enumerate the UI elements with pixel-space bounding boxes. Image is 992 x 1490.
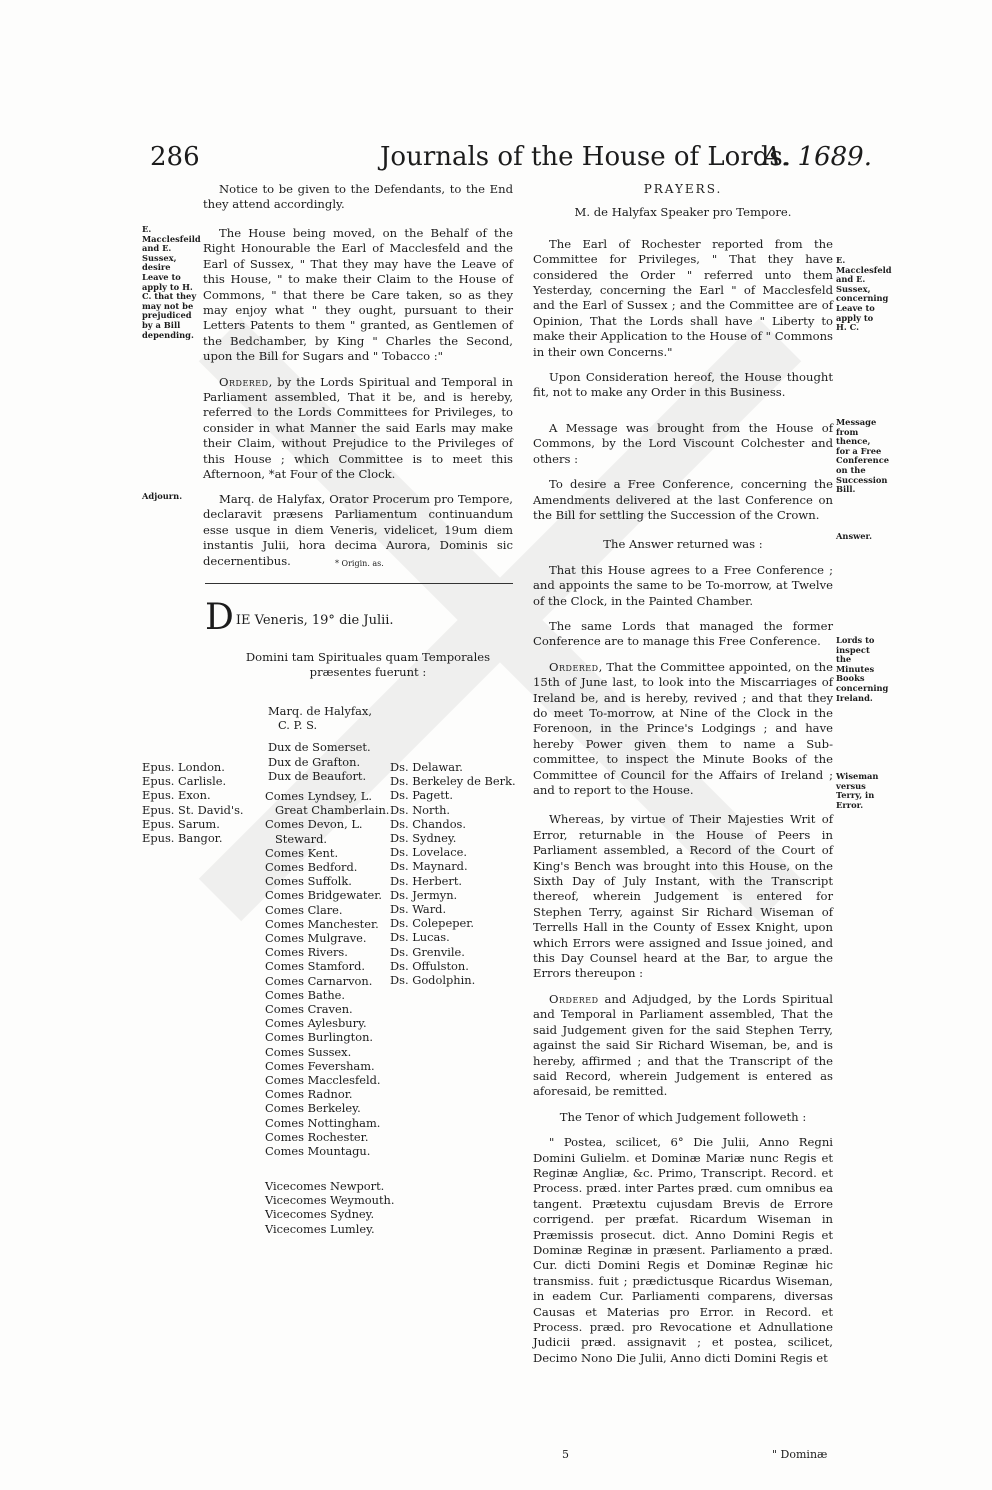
notice-paragraph: Notice to be given to the Defendants, to the End they attend accordingly.	[203, 182, 513, 212]
ordered-word-adjudged: Ordered	[549, 991, 599, 1006]
divider	[205, 583, 513, 584]
speaker-line: M. de Halyfax Speaker pro Tempore.	[574, 205, 792, 220]
earl-entry: Comes Rivers.	[265, 945, 348, 960]
ordered-word: Ordered	[219, 374, 269, 389]
adjudged-paragraph	[533, 992, 833, 1100]
message-paragraph: A Message was brought from the House of Commons, by the Lord Viscount Colchester and others :	[533, 420, 833, 466]
earl-entry: Comes Mountagu.	[265, 1144, 371, 1159]
viscount-entry: Vicecomes Sydney.	[265, 1207, 375, 1222]
earl-entry: Comes Stamford.	[265, 959, 365, 974]
earl-entry: Comes Manchester.	[265, 916, 379, 931]
footnote: * Origin. as.	[335, 559, 384, 568]
baron-entry: Ds. Maynard.	[390, 859, 468, 874]
baron-entry: Ds. Lucas.	[390, 930, 450, 945]
bishop-entry: Epus. St. David's.	[142, 802, 244, 817]
barons-list	[390, 760, 515, 987]
right-column	[533, 182, 833, 1376]
bishop-entry: Epus. Carlisle.	[142, 774, 227, 789]
baron-entry: Ds. Jermyn.	[390, 887, 458, 902]
bishop-entry: Epus. Exon.	[142, 788, 211, 803]
baron-entry: Ds. Godolphin.	[390, 973, 476, 988]
margin-note-macclesfeld: E. Macclesfeild and E. Sussex, desire Leave to apply to H. C. that they may not be prejudiced by a Bill depending.	[142, 224, 201, 340]
peers-top-list	[268, 704, 388, 783]
viscounts-list	[265, 1179, 395, 1236]
earl-entry: Comes Craven.	[265, 1002, 353, 1017]
viscount-entry: Vicecomes Weymouth.	[265, 1193, 395, 1208]
baron-entry: Ds. Sydney.	[390, 831, 457, 846]
baron-entry: Ds. Grenvile.	[390, 944, 465, 959]
page-number: 286	[150, 142, 200, 172]
left-notice	[203, 182, 513, 223]
peer-entry: Dux de Grafton.	[268, 754, 361, 769]
baron-entry: Ds. Herbert.	[390, 873, 463, 888]
ireland-paragraph	[533, 660, 833, 799]
earl-entry: Comes Sussex.	[265, 1044, 352, 1059]
baron-entry: Ds. Chandos.	[390, 816, 467, 831]
bishop-entry: Epus. Sarum.	[142, 816, 220, 831]
earl-entry: Comes Devon, L.	[265, 817, 363, 832]
postea-paragraph: " Postea, scilicet, 6° Die Julii, Anno Regni Domini Gulielm. et Dominæ Mariæ nunc Regis et Reginæ Angliæ, &c. Primo, Transcript. Record. et Process. præd. inter Partes præd. cum omnibus ea tangent. Prætextu cujusdam Brevis de Errore corrigend. per præfat. Ricardum Wiseman in Præmissis prosecut. dict. Anno Domini Regis et Dominæ Reginæ in præsent. Parliamento a præd. Cur. dicti Domini Regis et Dominæ Reginæ hic transmiss. fuit ; prædictusque Ricardus Wiseman, in eadem Cur. Parliamenti comparens, diversas Causas et Materias pro Error. in Record. et Process. præd. pro Revocatione et Adnullatione Judicii præd. assignavit ; et postea, scilicet, Decimo Nono Die Julii, Anno dicti Domini Regis et	[533, 1135, 833, 1365]
peer-entry: Dux de Somerset.	[268, 740, 371, 755]
bishop-entry: Epus. Bangor.	[142, 831, 223, 846]
baron-entry: Ds. Berkeley de Berk.	[390, 774, 516, 789]
margin-note-ireland: Lords to inspect the Minutes Books concerning Ireland.	[836, 635, 889, 703]
running-header	[150, 142, 872, 176]
whereas-paragraph: Whereas, by virtue of Their Majesties Writ of Error, returnable in the House of Peers in Parliament assembled, a Record of the Court of King's Bench was brought into this House, on the Sixth Day of July Instant, with the Transcript thereof, wherein Judgement is entered for Stephen Terry, against Sir Richard Wiseman of Terrells Hall in the County of Essex Knight, upon which Errors were assigned and Issue joined, and this Day Counsel heard at the Bar, to argue the Errors thereupon :	[533, 812, 833, 981]
earl-entry: Comes Bathe.	[265, 987, 346, 1002]
earl-entry: Comes Bridgewater.	[265, 888, 383, 903]
earl-entry: Comes Mulgrave.	[265, 931, 367, 946]
baron-entry: Ds. Ward.	[390, 902, 447, 917]
margin-note-adjourn: Adjourn.	[142, 491, 183, 501]
drop-cap: D	[205, 597, 234, 638]
ordered-paragraph	[203, 375, 513, 483]
rochester-report: The Earl of Rochester reported from the Committee for Privileges, " That they have considered the Order " referred unto them Yesterday, concerning the Earl " of Macclesfeld and the Earl of Sussex ; and the Committee are of Opinion, That the Lords shall have " Liberty to make their Application to the House of " Commons in their own Concerns."	[533, 236, 833, 359]
margin-note-message: Message from thence, for a Free Conference on the Succession Bill.	[836, 417, 890, 495]
earl-entry: Comes Kent.	[265, 845, 339, 860]
bishop-entry: Epus. London.	[142, 760, 225, 774]
date-heading	[205, 597, 513, 638]
adjudged-text: and Adjudged, by the Lords Spiritual and Temporal in Parliament assembled, That the said Judgement given for the said Stephen Terry, against the said Sir Richard Wiseman, be, and is hereby, affirmed ; and that the Transcript of the said Record, wherein Judgement is entered as aforesaid, be remitted.	[533, 991, 833, 1099]
ordered-word-right: Ordered	[549, 659, 599, 674]
domini-heading: Domini tam Spirituales quam Temporales præsentes fuerunt :	[245, 650, 491, 680]
viscount-entry: Vicecomes Lumley.	[265, 1221, 375, 1236]
ireland-text: , That the Committee appointed, on the 15th of June last, to look into the Miscarriages of Ireland be, and is hereby, revived ; and that they do meet To-morrow, at Nine of the Clock in the Forenoon, in the Prince's Lodgings ; and have hereby Power given them to name a Sub-committee, to inspect the Minute Books of the Committee of Council for the Affairs of Ireland ; and to report to the House.	[533, 659, 833, 797]
earl-entry: Great Chamberlain.	[275, 803, 390, 818]
baron-entry: Ds. Pagett.	[390, 788, 453, 803]
year: A. 1689.	[762, 142, 872, 172]
peer-entry: Marq. de Halyfax,	[268, 704, 372, 718]
earl-entry: Comes Clare.	[265, 902, 343, 917]
baron-entry: Ds. Lovelace.	[390, 845, 467, 860]
ordered-text: , by the Lords Spiritual and Temporal in Parliament assembled, That it be, and is hereby, referred to the Lords Committees for Privileges, to consider in what Manner the said Earls may make their Claim, without Prejudice to the Privileges of this House ; which Committee is to meet this Afternoon, *at Four of the Clock.	[203, 374, 513, 482]
peer-entry: C. P. S.	[278, 718, 318, 733]
earl-entry: Comes Berkeley.	[265, 1101, 361, 1116]
desire-paragraph: To desire a Free Conference, concerning the Amendments delivered at the last Conference on the Bill for settling the Succession of the Crown.	[533, 477, 833, 522]
house-moved-paragraph: The House being moved, on the Behalf of the Right Honourable the Earl of Macclesfeld and the Earl of Sussex, " That they may have the Leave of this House, " to make their Claim to the House of Commons, " that there be Care taken, so as they may enjoy what " they ought, pursuant to their Letters Patents to them " granted, as Gentlemen of the Bedchamber, by King " Charles the Second, upon the Bill for Sugars and " Tobacco :"	[203, 226, 513, 364]
signature-mark: 5	[562, 1448, 569, 1461]
viscount-entry: Vicecomes Newport.	[265, 1179, 385, 1193]
margin-note-wiseman: Wiseman versus Terry, in Error.	[836, 771, 879, 810]
earl-entry: Comes Rochester.	[265, 1129, 369, 1144]
earl-entry: Comes Lyndsey, L.	[265, 789, 372, 803]
date-text: IE Veneris, 19° die Julii.	[235, 613, 394, 628]
adjourn-paragraph: Marq. de Halyfax, Orator Procerum pro Tempore, declaravit præsens Parliamentum continuandum esse usque in diem Veneris, videlicet, 19um diem instantis Julii, hora decima Aurora, Dominis sic decernentibus.	[203, 492, 513, 568]
earl-entry: Comes Burlington.	[265, 1030, 374, 1045]
peer-entry: Dux de Beaufort.	[268, 768, 367, 783]
baron-entry: Ds. Colepeper.	[390, 916, 475, 931]
baron-entry: Ds. Offulston.	[390, 958, 469, 973]
baron-entry: Ds. North.	[390, 802, 451, 817]
margin-note-macclesfeld-right: E. Macclesfeld and E. Sussex, concerning Leave to apply to H. C.	[836, 255, 892, 333]
earl-entry: Comes Macclesfeld.	[265, 1073, 381, 1088]
earl-entry: Comes Suffolk.	[265, 874, 352, 889]
bishops-list	[142, 760, 262, 845]
prayers-heading: PRAYERS.	[643, 182, 723, 196]
margin-note-answer: Answer.	[836, 531, 873, 541]
earl-entry: Comes Bedford.	[265, 860, 358, 875]
left-motion	[203, 226, 513, 493]
earl-entry: Comes Carnarvon.	[265, 973, 373, 988]
same-lords-paragraph: The same Lords that managed the former Conference are to manage this Free Conference.	[533, 618, 833, 649]
answer-paragraph: That this House agrees to a Free Conference ; and appoints the same to be To-morrow, at Twelve of the Clock, in the Painted Chamber.	[533, 562, 833, 608]
answer-heading: The Answer returned was :	[603, 537, 763, 552]
earl-entry: Comes Radnor.	[265, 1087, 353, 1102]
earl-entry: Comes Feversham.	[265, 1058, 375, 1073]
catchword: " Dominæ	[772, 1448, 828, 1461]
earl-entry: Comes Nottingham.	[265, 1115, 381, 1130]
earls-list	[265, 789, 390, 1158]
consideration-paragraph: Upon Consideration hereof, the House thought fit, not to make any Order in this Business.	[533, 370, 833, 400]
baron-entry: Ds. Delawar.	[390, 760, 463, 774]
tenor-heading: The Tenor of which Judgement followeth :	[559, 1109, 807, 1124]
earl-entry: Steward.	[275, 831, 328, 846]
journal-title: Journals of the House of Lords.	[380, 142, 792, 172]
earl-entry: Comes Aylesbury.	[265, 1016, 367, 1031]
